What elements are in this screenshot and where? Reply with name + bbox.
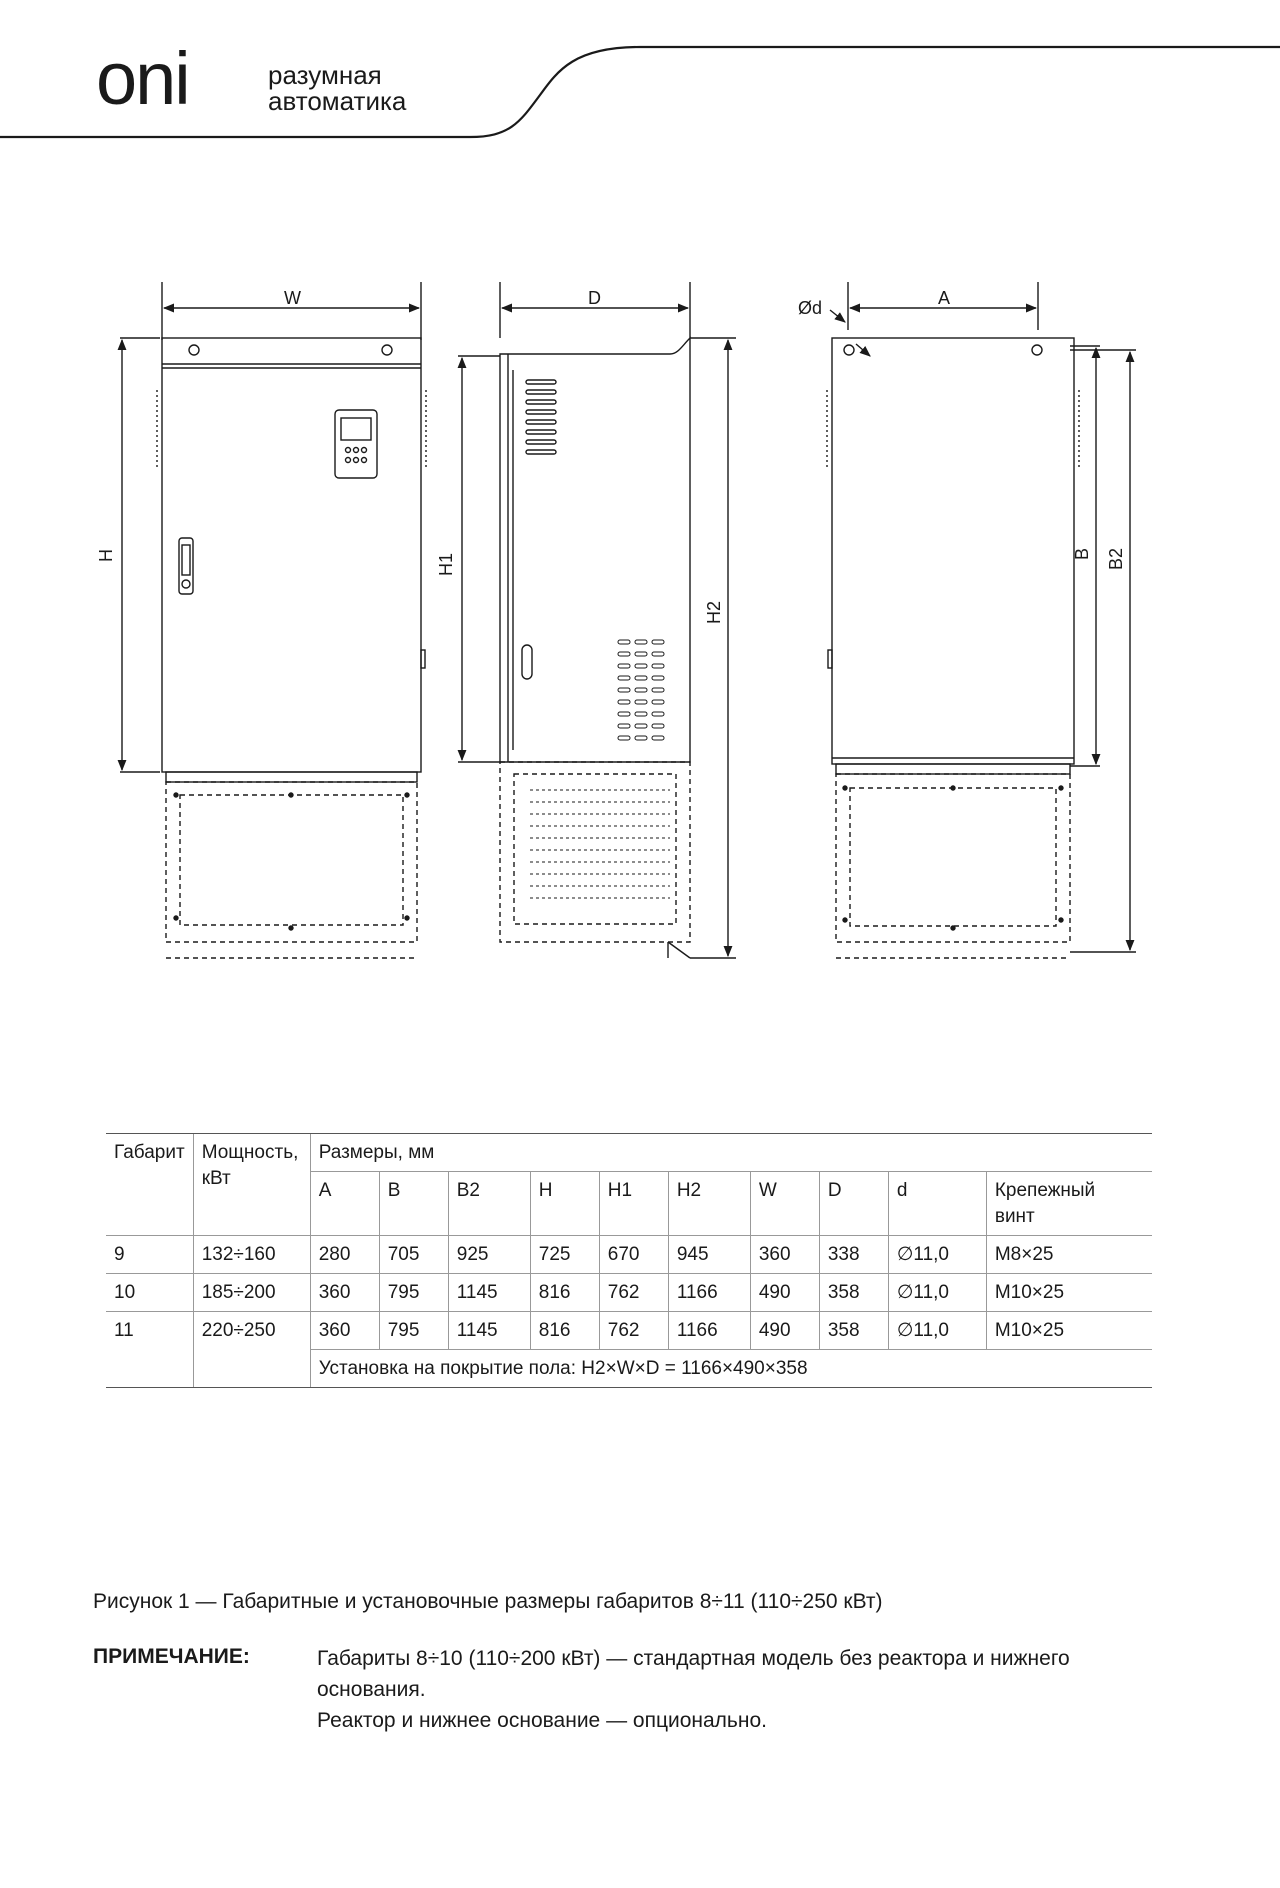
label-H1: H1	[436, 552, 456, 576]
cell-d: ∅11,0	[888, 1274, 986, 1312]
side-view	[458, 282, 736, 958]
cell-H: 816	[530, 1274, 599, 1312]
subheader-d: d	[888, 1172, 986, 1236]
cell-size: 11	[106, 1312, 193, 1350]
subheader-screw	[986, 1172, 1152, 1236]
cell-A: 360	[310, 1312, 379, 1350]
label-A: A	[938, 288, 951, 308]
cell-A: 360	[310, 1274, 379, 1312]
cell-size: 9	[106, 1236, 193, 1274]
screw-header-line2: винт	[994, 1206, 1035, 1227]
header-rule	[0, 0, 1280, 150]
screw-header-line1: Крепежный	[994, 1180, 1096, 1201]
page-header	[0, 0, 1280, 150]
cell-W: 490	[750, 1312, 819, 1350]
label-D: D	[588, 288, 601, 308]
cell-screw: M10×25	[986, 1274, 1152, 1312]
note-label: ПРИМЕЧАНИЕ:	[93, 1645, 250, 1668]
cell-W: 490	[750, 1274, 819, 1312]
cell-H: 725	[530, 1236, 599, 1274]
cell-power: 220÷250	[193, 1312, 310, 1350]
cell-D: 358	[819, 1274, 888, 1312]
label-H: H	[96, 549, 116, 562]
brand-tagline	[268, 62, 406, 114]
label-d: Ød	[798, 298, 823, 318]
cell-B: 795	[379, 1312, 448, 1350]
cell-W: 360	[750, 1236, 819, 1274]
tagline-line-2: автоматика	[268, 86, 407, 116]
note-line-1: Габариты 8÷10 (110÷200 кВт) — стандартная модель без реактора и нижнего	[317, 1647, 1070, 1670]
note-text	[317, 1643, 1137, 1736]
label-B: B	[1072, 547, 1092, 560]
col-power-header	[193, 1134, 310, 1236]
subheader-H: H	[530, 1172, 599, 1236]
subheader-B: B	[379, 1172, 448, 1236]
cell-H: 816	[530, 1312, 599, 1350]
cell-d: ∅11,0	[888, 1312, 986, 1350]
table-row	[106, 1236, 1152, 1274]
cell-H2: 945	[668, 1236, 750, 1274]
table-row	[106, 1274, 1152, 1312]
cell-size: 10	[106, 1274, 193, 1312]
cell-D: 338	[819, 1236, 888, 1274]
cell-D: 358	[819, 1312, 888, 1350]
cell-B: 795	[379, 1274, 448, 1312]
cell-H2: 1166	[668, 1312, 750, 1350]
empty-cell	[106, 1350, 193, 1388]
subheader-W: W	[750, 1172, 819, 1236]
note-line-3: Реактор и нижнее основание — опционально.	[317, 1709, 767, 1732]
empty-cell	[193, 1350, 310, 1388]
subheader-B2: B2	[448, 1172, 530, 1236]
col-dims-header: Размеры, мм	[310, 1134, 1152, 1172]
label-H2: H2	[704, 600, 724, 624]
cell-A: 280	[310, 1236, 379, 1274]
cell-H1: 670	[599, 1236, 668, 1274]
tagline-line-1: разумная	[268, 60, 382, 90]
cell-d: ∅11,0	[888, 1236, 986, 1274]
subheader-H1: H1	[599, 1172, 668, 1236]
dimensions-table	[106, 1133, 1152, 1388]
subheader-D: D	[819, 1172, 888, 1236]
cell-B2: 925	[448, 1236, 530, 1274]
figure-caption: Рисунок 1 — Габаритные и установочные размеры габаритов 8÷11 (110÷250 кВт)	[93, 1590, 883, 1613]
cell-screw: M10×25	[986, 1312, 1152, 1350]
subheader-H2: H2	[668, 1172, 750, 1236]
table-row	[106, 1312, 1152, 1350]
power-header-line1: Мощность,	[201, 1142, 299, 1163]
label-B2: B2	[1106, 547, 1126, 570]
brand-logo: oni	[96, 37, 189, 120]
subheader-A: A	[310, 1172, 379, 1236]
table-footnote-row	[106, 1350, 1152, 1388]
front-view	[120, 282, 426, 958]
cell-H1: 762	[599, 1274, 668, 1312]
cell-B2: 1145	[448, 1274, 530, 1312]
cell-power: 132÷160	[193, 1236, 310, 1274]
table-footnote: Установка на покрытие пола: H2×W×D = 1166×490×358	[310, 1350, 1152, 1388]
cell-H1: 762	[599, 1312, 668, 1350]
dimension-drawing	[80, 280, 1170, 980]
note-line-2: основания.	[317, 1678, 426, 1701]
col-size-header: Габарит	[106, 1134, 193, 1236]
cell-B: 705	[379, 1236, 448, 1274]
power-header-line2: кВт	[201, 1168, 231, 1189]
cell-B2: 1145	[448, 1312, 530, 1350]
back-view	[827, 282, 1136, 958]
cell-power: 185÷200	[193, 1274, 310, 1312]
cell-H2: 1166	[668, 1274, 750, 1312]
cell-screw: M8×25	[986, 1236, 1152, 1274]
label-W: W	[284, 288, 301, 308]
